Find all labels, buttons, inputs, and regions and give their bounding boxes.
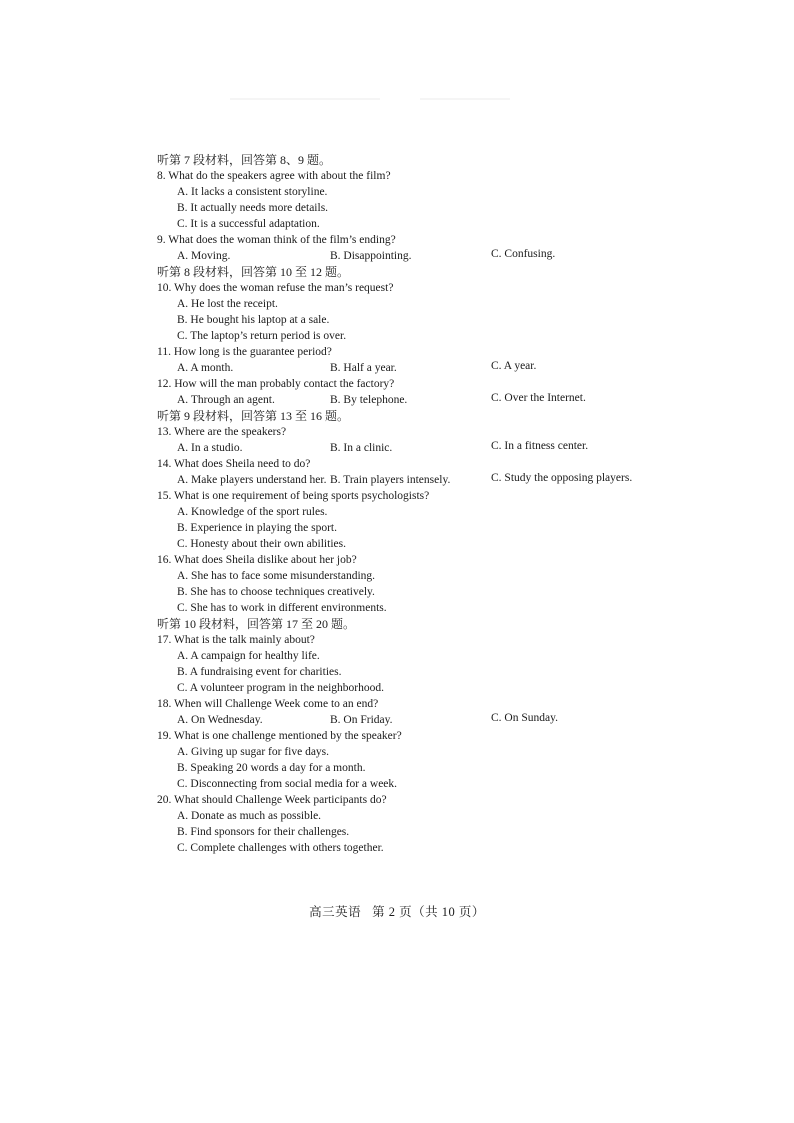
options-row — [157, 440, 677, 456]
option-a: A. A campaign for healthy life. — [177, 650, 320, 662]
options-row — [157, 712, 677, 728]
question-text: 11. How long is the guarantee period? — [157, 346, 332, 358]
footer-subject: 高三英语 — [309, 905, 362, 919]
question-block — [157, 552, 677, 616]
option-a: A. She has to face some misunderstanding. — [177, 570, 376, 582]
option-a: A. Giving up sugar for five days. — [177, 746, 330, 758]
options-list — [157, 744, 677, 792]
question-block — [157, 696, 677, 728]
option-b: B. It actually needs more details. — [177, 202, 329, 214]
option-b: B. Find sponsors for their challenges. — [177, 826, 350, 838]
option-a: A. Through an agent. — [177, 394, 275, 406]
option-c: C. Honesty about their own abilities. — [177, 538, 346, 550]
option-a: A. It lacks a consistent storyline. — [177, 186, 328, 198]
question-text: 20. What should Challenge Week participants do? — [157, 794, 387, 806]
question-block — [157, 280, 677, 344]
options-list — [157, 184, 677, 232]
option-c: C. Confusing. — [491, 248, 556, 260]
question-block — [157, 632, 677, 696]
option-c: C. Disconnecting from social media for a week. — [177, 778, 398, 790]
question-block — [157, 424, 677, 456]
question-text: 17. What is the talk mainly about? — [157, 634, 315, 646]
option-c: C. She has to work in different environments. — [177, 602, 387, 614]
section-instruction: 听第 8 段材料，回答第 10 至 12 题。 — [157, 265, 350, 279]
option-b: B. Speaking 20 words a day for a month. — [177, 762, 366, 774]
option-c: C. Complete challenges with others together. — [177, 842, 384, 854]
footer-page-number: 第 2 页（共 10 页） — [372, 905, 485, 919]
option-c: C. On Sunday. — [491, 712, 558, 724]
bleed-through-mark — [230, 98, 380, 100]
question-text: 10. Why does the woman refuse the man’s request? — [157, 282, 394, 294]
question-block — [157, 792, 677, 856]
question-text: 19. What is one challenge mentioned by the speaker? — [157, 730, 402, 742]
page-footer — [0, 902, 794, 920]
option-c: C. A volunteer program in the neighborhood. — [177, 682, 384, 694]
question-text: 12. How will the man probably contact the factory? — [157, 378, 395, 390]
option-c: C. Over the Internet. — [491, 392, 586, 404]
question-block — [157, 344, 677, 376]
option-b: B. By telephone. — [330, 394, 408, 406]
question-block — [157, 232, 677, 264]
option-a: A. On Wednesday. — [177, 714, 263, 726]
listening-section — [157, 152, 677, 264]
section-instruction: 听第 9 段材料，回答第 13 至 16 题。 — [157, 409, 350, 423]
question-block — [157, 488, 677, 552]
options-list — [157, 568, 677, 616]
question-text: 14. What does Sheila need to do? — [157, 458, 311, 470]
question-block — [157, 376, 677, 408]
listening-section — [157, 264, 677, 408]
option-b: B. She has to choose techniques creatively. — [177, 586, 375, 598]
options-list — [157, 504, 677, 552]
option-c: C. Study the opposing players. — [491, 472, 633, 484]
options-row — [157, 360, 677, 376]
option-b: B. Train players intensely. — [330, 474, 451, 486]
option-b: B. In a clinic. — [330, 442, 393, 454]
question-block — [157, 168, 677, 232]
option-c: C. A year. — [491, 360, 537, 372]
question-text: 8. What do the speakers agree with about the film? — [157, 170, 391, 182]
options-list — [157, 296, 677, 344]
question-text: 18. When will Challenge Week come to an end? — [157, 698, 379, 710]
option-b: B. He bought his laptop at a sale. — [177, 314, 330, 326]
question-block — [157, 456, 677, 488]
question-text: 9. What does the woman think of the film’s ending? — [157, 234, 396, 246]
options-row — [157, 392, 677, 408]
option-a: A. Donate as much as possible. — [177, 810, 322, 822]
listening-questions — [157, 152, 677, 856]
section-instruction: 听第 10 段材料，回答第 17 至 20 题。 — [157, 617, 356, 631]
option-b: B. Disappointing. — [330, 250, 412, 262]
section-instruction: 听第 7 段材料，回答第 8、9 题。 — [157, 153, 332, 167]
option-a: A. In a studio. — [177, 442, 243, 454]
question-text: 15. What is one requirement of being sports psychologists? — [157, 490, 430, 502]
option-c: C. It is a successful adaptation. — [177, 218, 320, 230]
options-list — [157, 808, 677, 856]
options-list — [157, 648, 677, 696]
option-b: B. Half a year. — [330, 362, 397, 374]
option-a: A. Knowledge of the sport rules. — [177, 506, 328, 518]
option-a: A. Moving. — [177, 250, 231, 262]
option-b: B. On Friday. — [330, 714, 393, 726]
question-text: 13. Where are the speakers? — [157, 426, 287, 438]
option-c: C. The laptop’s return period is over. — [177, 330, 347, 342]
option-a: A. Make players understand her. — [177, 474, 327, 486]
option-b: B. Experience in playing the sport. — [177, 522, 338, 534]
listening-section — [157, 616, 677, 856]
option-b: B. A fundraising event for charities. — [177, 666, 342, 678]
question-text: 16. What does Sheila dislike about her job? — [157, 554, 357, 566]
option-c: C. In a fitness center. — [491, 440, 589, 452]
options-row — [157, 248, 677, 264]
option-a: A. A month. — [177, 362, 234, 374]
listening-section — [157, 408, 677, 616]
bleed-through-mark — [420, 98, 510, 100]
option-a: A. He lost the receipt. — [177, 298, 278, 310]
options-row — [157, 472, 677, 488]
question-block — [157, 728, 677, 792]
